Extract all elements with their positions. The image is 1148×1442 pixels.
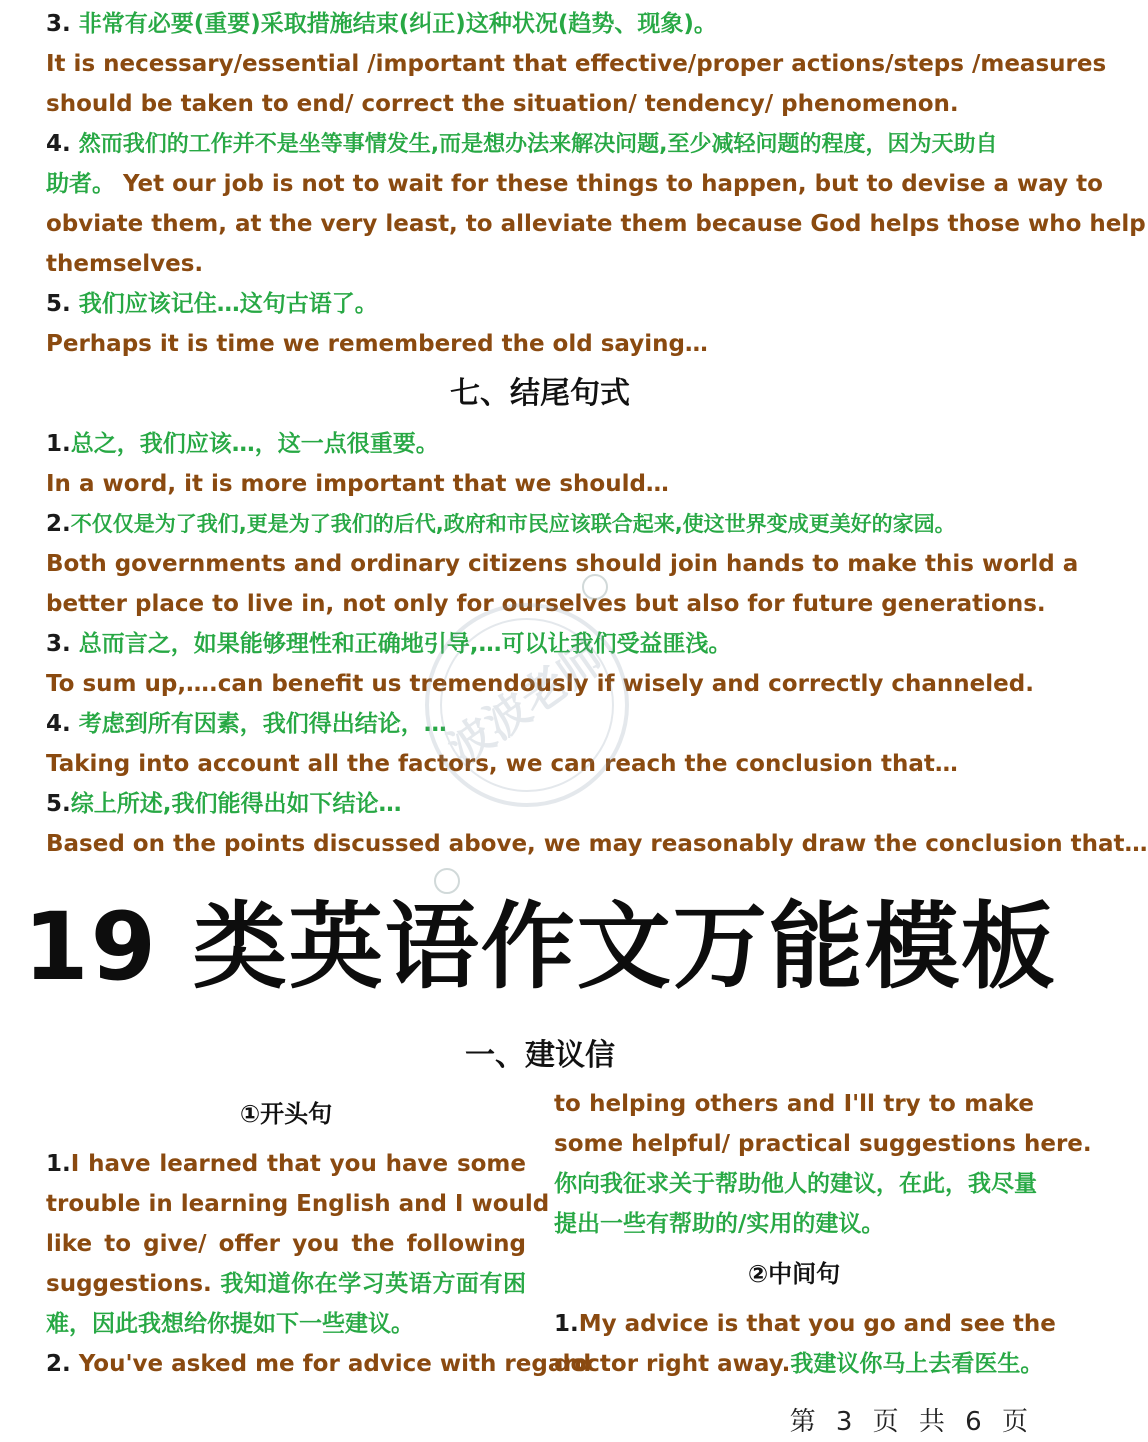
- english-line: themselves.: [46, 251, 204, 277]
- item-number: 2.: [46, 511, 71, 537]
- chinese-text: 然而我们的工作并不是坐等事情发生,而是想办法来解决问题,至少减轻问题的程度，因为天助自: [78, 132, 998, 157]
- page-number-footer: 第 3 页 共 6 页: [789, 1407, 1034, 1437]
- right-line: 你向我征求关于帮助他人的建议，在此，我尽量: [554, 1171, 1037, 1197]
- subheading-middle-sentences: ②中间句: [747, 1260, 841, 1288]
- english-line: Taking into account all the factors, we can reach the conclusion that…: [46, 751, 958, 777]
- right-line: 提出一些有帮助的/实用的建议。: [554, 1211, 885, 1237]
- item-number: 2.: [46, 1351, 71, 1377]
- left-line: 难，因此我想给你提如下一些建议。: [46, 1311, 414, 1337]
- english-line: In a word, it is more important that we should…: [46, 471, 669, 497]
- english-text: I have learned that you have some: [70, 1151, 526, 1177]
- item-number: 1.: [46, 1151, 71, 1177]
- item-number: 3.: [46, 11, 71, 37]
- english-text: suggestions.: [46, 1271, 212, 1297]
- english-text: You've asked me for advice with regard: [78, 1351, 592, 1377]
- english-line: It is necessary/essential /important that effective/proper actions/steps /measures: [46, 51, 1107, 77]
- closing-item-3-chinese: [46, 624, 1034, 664]
- english-line: better place to live in, not only for ourselves but also for future generations.: [46, 591, 1046, 617]
- item-number: 4.: [46, 131, 71, 157]
- chinese-text: 总而言之，如果能够理性和正确地引导,…可以让我们受益匪浅。: [78, 631, 732, 657]
- subheading-opening-sentences: ①开头句: [239, 1100, 333, 1128]
- chinese-text: 我们应该记住…这句古语了。: [78, 291, 378, 317]
- item-4-chinese-line: [46, 124, 1034, 164]
- right-line: some helpful/ practical suggestions here.: [554, 1131, 1092, 1157]
- page-title: 19 类英语作文万能模板: [23, 893, 1057, 1002]
- left-line: [46, 1344, 592, 1384]
- item-number: 5.: [46, 291, 71, 317]
- right-line: [554, 1344, 1044, 1384]
- item-number: 3.: [46, 631, 71, 657]
- closing-item-4-chinese: [46, 704, 1034, 744]
- left-line: [46, 1144, 526, 1184]
- english-line: obviate them, at the very least, to alleviate them because God helps those who help: [46, 211, 1146, 237]
- item-number: 1.: [554, 1311, 579, 1337]
- watermark-dot-icon: [434, 868, 460, 894]
- item-number: 4.: [46, 711, 71, 737]
- left-line: trouble in learning English and I would: [46, 1191, 550, 1217]
- english-line: To sum up,….can benefit us tremendously if wisely and correctly channeled.: [46, 671, 1034, 697]
- english-line: Based on the points discussed above, we may reasonably draw the conclusion that…: [46, 831, 1148, 857]
- chinese-text: 我建议你马上去看医生。: [790, 1351, 1044, 1377]
- section-heading-suggestion-letter: 一、建议信: [465, 1038, 615, 1073]
- section-heading-closing-sentences: 七、结尾句式: [450, 376, 630, 411]
- chinese-text: 考虑到所有因素，我们得出结论，…: [78, 711, 447, 737]
- english-line: should be taken to end/ correct the situation/ tendency/ phenomenon.: [46, 91, 959, 117]
- closing-item-1-chinese: [46, 424, 1034, 464]
- right-line: [554, 1304, 1056, 1344]
- english-text: Yet our job is not to wait for these things to happen, but to devise a way to: [123, 171, 1103, 197]
- chinese-text: 助者。: [46, 171, 115, 197]
- item-number: 5.: [46, 791, 71, 817]
- chinese-text: 不仅仅是为了我们,更是为了我们的后代,政府和市民应该联合起来,使这世界变成更美好的家园。: [70, 512, 956, 536]
- closing-item-5-chinese: [46, 784, 1034, 824]
- item-5-chinese-line: [46, 284, 1034, 324]
- chinese-text: 非常有必要(重要)采取措施结束(纠正)这种状况(趋势、现象)。: [78, 11, 717, 37]
- right-line: to helping others and I'll try to make: [554, 1091, 1034, 1117]
- item-number: 1.: [46, 431, 71, 457]
- chinese-text: 综上所述,我们能得出如下结论…: [70, 791, 402, 817]
- english-line: Perhaps it is time we remembered the old saying…: [46, 331, 708, 357]
- english-line: Both governments and ordinary citizens should join hands to make this world a: [46, 551, 1079, 577]
- closing-item-2-chinese: [46, 504, 1034, 544]
- mixed-line: [46, 164, 1103, 204]
- item-3-chinese-line: [46, 4, 1034, 44]
- left-line: [46, 1264, 526, 1304]
- chinese-text: 我知道你在学习英语方面有困: [220, 1271, 527, 1297]
- chinese-text: 总之，我们应该…，这一点很重要。: [70, 431, 439, 457]
- watermark-dot-icon: [582, 574, 608, 600]
- english-text: doctor right away.: [554, 1351, 791, 1377]
- watermark-text: 波波老师: [439, 632, 613, 776]
- english-text: My advice is that you go and see the: [578, 1311, 1056, 1337]
- left-line: like to give/ offer you the following: [46, 1231, 526, 1257]
